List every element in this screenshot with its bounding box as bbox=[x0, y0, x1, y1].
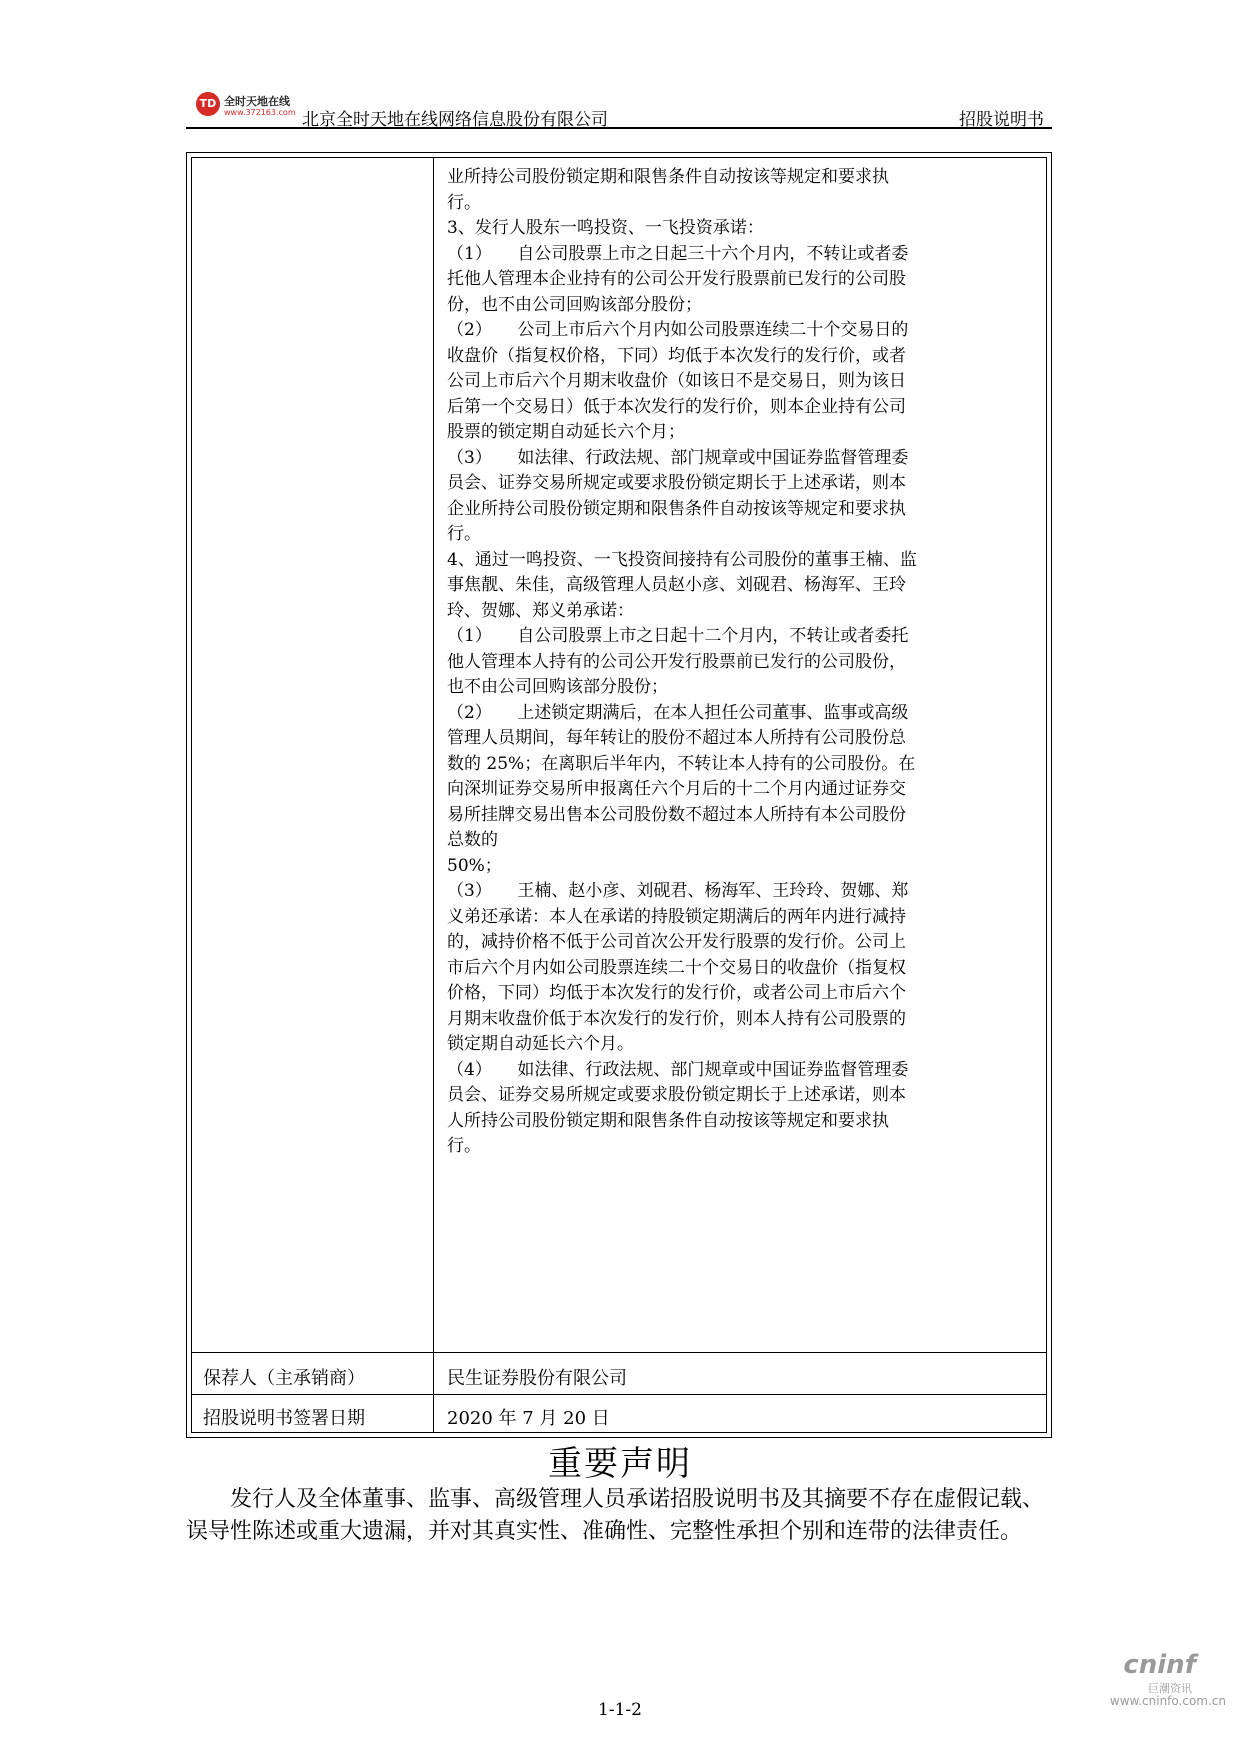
text-line: 企业所持公司股份锁定期和限售条件自动按该等规定和要求执 bbox=[447, 498, 906, 519]
text-line: 锁定期自动延长六个月。 bbox=[447, 1034, 634, 1054]
text-line: 股票的锁定期自动延长六个月； bbox=[447, 422, 685, 442]
column-divider bbox=[433, 158, 434, 1432]
cninfo-logo-icon: cninf bbox=[1123, 1650, 1196, 1680]
text-line: 行。 bbox=[447, 192, 481, 213]
text-line: 义弟还承诺：本人在承诺的持股锁定期满后的两年内进行减持 bbox=[447, 906, 906, 927]
text-line: 员会、证券交易所规定或要求股份锁定期长于上述承诺，则本 bbox=[447, 1085, 906, 1105]
text-line: 市后六个月内如公司股票连续二十个交易日的收盘价（指复权 bbox=[447, 957, 906, 978]
text-line: （3） 如法律、行政法规、部门规章或中国证券监督管理委 bbox=[447, 447, 909, 468]
text-line: 月期末收盘价低于本次发行的发行价，则本人持有公司股票的 bbox=[447, 1008, 906, 1029]
text-line: 50%； bbox=[447, 855, 502, 876]
text-line: （1） 自公司股票上市之日起三十六个月内，不转让或者委 bbox=[447, 243, 909, 264]
text-line: 3、发行人股东一鸣投资、一飞投资承诺： bbox=[447, 218, 764, 238]
text-line: 收盘价（指复权价格，下同）均低于本次发行的发行价，或者 bbox=[447, 345, 906, 366]
signing-date-label: 招股说明书签署日期 bbox=[203, 1408, 365, 1429]
logo-url: www.372163.com bbox=[224, 108, 296, 117]
text-line: 后第一个交易日）低于本次发行的发行价，则本企业持有公司 bbox=[447, 396, 906, 417]
logo-mark-icon: TD bbox=[196, 92, 220, 116]
signing-date-value: 2020 年 7 月 20 日 bbox=[447, 1408, 610, 1429]
text-line: 份，也不由公司回购该部分股份； bbox=[447, 294, 702, 315]
section-title: 重要声明 bbox=[548, 1444, 692, 1484]
text-line: 托他人管理本企业持有的公司公开发行股票前已发行的公司股 bbox=[447, 269, 906, 289]
text-line: （4） 如法律、行政法规、部门规章或中国证券监督管理委 bbox=[447, 1059, 909, 1080]
cninfo-cn-name: 巨潮资讯 bbox=[1148, 1682, 1192, 1695]
page-number: 1-1-2 bbox=[598, 1700, 642, 1720]
text-line: 事焦靓、朱佳，高级管理人员赵小彦、刘砚君、杨海军、王玲 bbox=[447, 575, 906, 595]
document-type: 招股说明书 bbox=[959, 110, 1044, 130]
text-line: 也不由公司回购该部分股份； bbox=[447, 677, 668, 697]
text-line: （3） 王楠、赵小彦、刘砚君、杨海军、王玲玲、贺娜、郑 bbox=[447, 881, 909, 901]
text-line: 易所挂牌交易出售本公司股份数不超过本人所持有本公司股份 bbox=[447, 804, 906, 825]
text-line: 数的 25%；在离职后半年内，不转让本人持有的公司股份。在 bbox=[447, 753, 916, 774]
text-line: 他人管理本人持有的公司公开发行股票前已发行的公司股份， bbox=[447, 651, 906, 672]
text-line: 价格，下同）均低于本次发行的发行价，或者公司上市后六个 bbox=[447, 983, 906, 1003]
row-divider bbox=[192, 1352, 1046, 1353]
text-line: 向深圳证券交易所申报离任六个月后的十二个月内通过证券交 bbox=[447, 779, 906, 799]
text-line: 的，减持价格不低于公司首次公开发行股票的发行价。公司上 bbox=[447, 932, 906, 952]
text-line: 4、通过一鸣投资、一飞投资间接持有公司股份的董事王楠、监 bbox=[447, 549, 917, 570]
text-line: 人所持公司股份锁定期和限售条件自动按该等规定和要求执 bbox=[447, 1110, 889, 1131]
company-logo bbox=[196, 88, 306, 122]
text-line: 公司上市后六个月期末收盘价（如该日不是交易日，则为该日 bbox=[447, 371, 906, 391]
text-line: 行。 bbox=[447, 524, 481, 544]
lockup-commitments-text bbox=[447, 165, 1052, 1160]
info-table-inner bbox=[191, 157, 1047, 1433]
text-line: （2） 公司上市后六个月内如公司股票连续二十个交易日的 bbox=[447, 320, 909, 340]
page-header bbox=[186, 82, 1052, 132]
logo-text: 全时天地在线 bbox=[224, 95, 290, 108]
text-line: 员会、证券交易所规定或要求股份锁定期长于上述承诺，则本 bbox=[447, 473, 906, 493]
text-line: 行。 bbox=[447, 1136, 481, 1156]
header-rule bbox=[186, 127, 1052, 129]
text-line: （1） 自公司股票上市之日起十二个月内，不转让或者委托 bbox=[447, 626, 909, 646]
text-line: （2） 上述锁定期满后，在本人担任公司董事、监事或高级 bbox=[447, 702, 909, 723]
sponsor-label: 保荐人（主承销商） bbox=[203, 1368, 365, 1389]
text-line: 管理人员期间，每年转让的股份不超过本人所持有公司股份总 bbox=[447, 728, 906, 748]
text-line: 业所持公司股份锁定期和限售条件自动按该等规定和要求执 bbox=[447, 167, 889, 187]
statement-paragraph: 发行人及全体董事、监事、高级管理人员承诺招股说明书及其摘要不存在虚假记载、误导性陈述或重大遗漏，并对其真实性、准确性、完整性承担个别和连带的法律责任。 bbox=[186, 1487, 1045, 1544]
text-line: 总数的 bbox=[447, 830, 498, 850]
row-divider bbox=[192, 1394, 1046, 1395]
sponsor-value: 民生证券股份有限公司 bbox=[447, 1368, 627, 1389]
cninfo-url: www.cninfo.com.cn bbox=[1109, 1694, 1226, 1708]
text-line: 玲、贺娜、郑义弟承诺： bbox=[447, 600, 634, 621]
info-table bbox=[186, 152, 1052, 1438]
company-name: 北京全时天地在线网络信息股份有限公司 bbox=[302, 110, 608, 130]
